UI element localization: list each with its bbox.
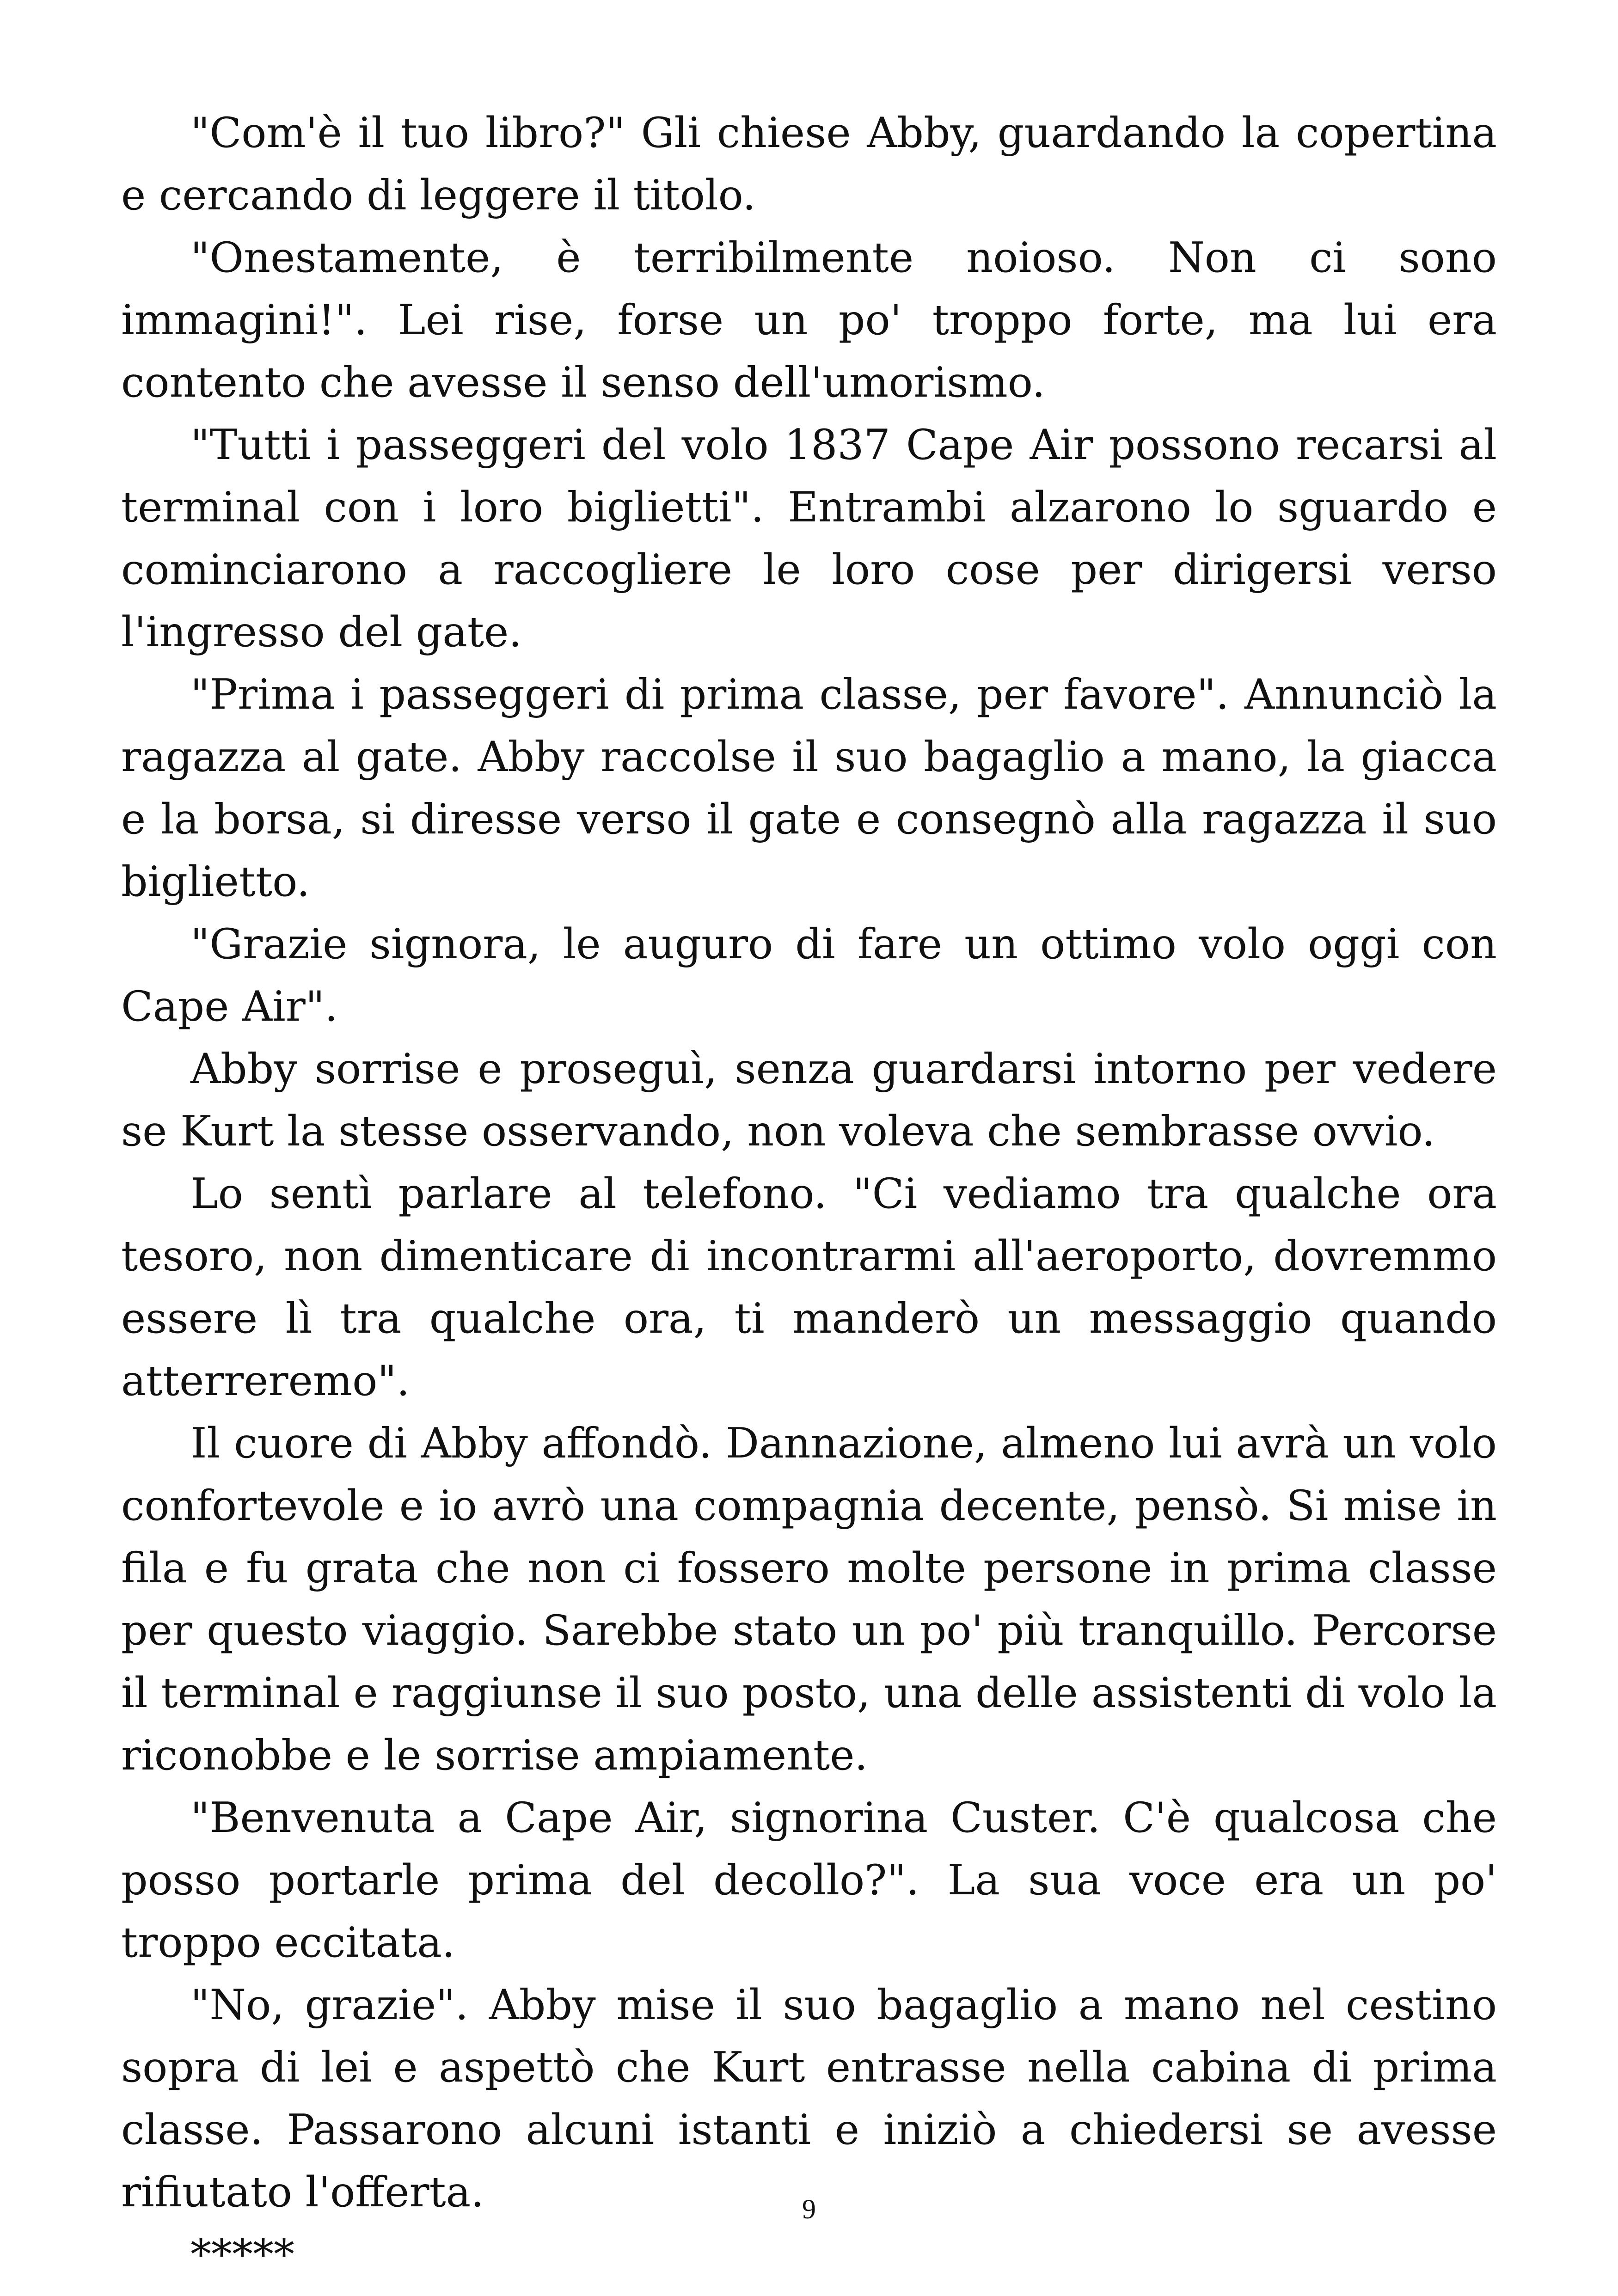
paragraph: "Tutti i passeggeri del volo 1837 Cape Air possono recarsi al terminal con i loro biglietti". Entrambi alzarono lo sguardo e cominciarono a raccogliere le loro cose per dirigersi verso l'ingresso del gate.	[121, 421, 1497, 656]
paragraph: "Com'è il tuo libro?" Gli chiese Abby, guardando la copertina e cercando di leggere il titolo.	[121, 109, 1497, 220]
paragraph: Il cuore di Abby affondò. Dannazione, almeno lui avrà un volo confortevole e io avrò una compagnia decente, pensò. Si mise in fila e fu grata che non ci fossero molte persone in prima classe per questo viaggio. Sarebbe stato un po' più tranquillo. Percorse il terminal e raggiunse il suo posto, una delle assistenti di volo la riconobbe e le sorrise ampiamente.	[121, 1419, 1497, 1780]
paragraph: "No, grazie". Abby mise il suo bagaglio a mano nel cestino sopra di lei e aspettò che Kurt entrasse nella cabina di prima classe. Passarono alcuni istanti e iniziò a chiedersi se avesse rifiutato l'offerta.	[121, 1981, 1497, 2216]
paragraph: "Benvenuta a Cape Air, signorina Custer. C'è qualcosa che posso portarle prima del decollo?". La sua voce era un po' troppo eccitata.	[121, 1794, 1497, 1967]
section-break: *****	[190, 2230, 294, 2279]
paragraph: "Prima i passeggeri di prima classe, per favore". Annunciò la ragazza al gate. Abby raccolse il suo bagaglio a mano, la giacca e la borsa, si diresse verso il gate e consegnò alla ragazza il suo biglietto.	[121, 670, 1497, 906]
paragraph: Abby sorrise e proseguì, senza guardarsi intorno per vedere se Kurt la stesse osservando, non voleva che sembrasse ovvio.	[121, 1045, 1497, 1156]
paragraph: "Grazie signora, le auguro di fare un ottimo volo oggi con Cape Air".	[121, 920, 1497, 1031]
page-number: 9	[802, 2194, 816, 2224]
paragraph: "Onestamente, è terribilmente noioso. Non ci sono immagini!". Lei rise, forse un po' troppo forte, ma lui era contento che avesse il senso dell'umorismo.	[121, 233, 1497, 407]
paragraph: Lo sentì parlare al telefono. "Ci vediamo tra qualche ora tesoro, non dimenticare di incontrarmi all'aeroporto, dovremmo essere lì tra qualche ora, ti manderò un messaggio quando atterreremo".	[121, 1169, 1497, 1405]
page-body	[121, 102, 1497, 2286]
